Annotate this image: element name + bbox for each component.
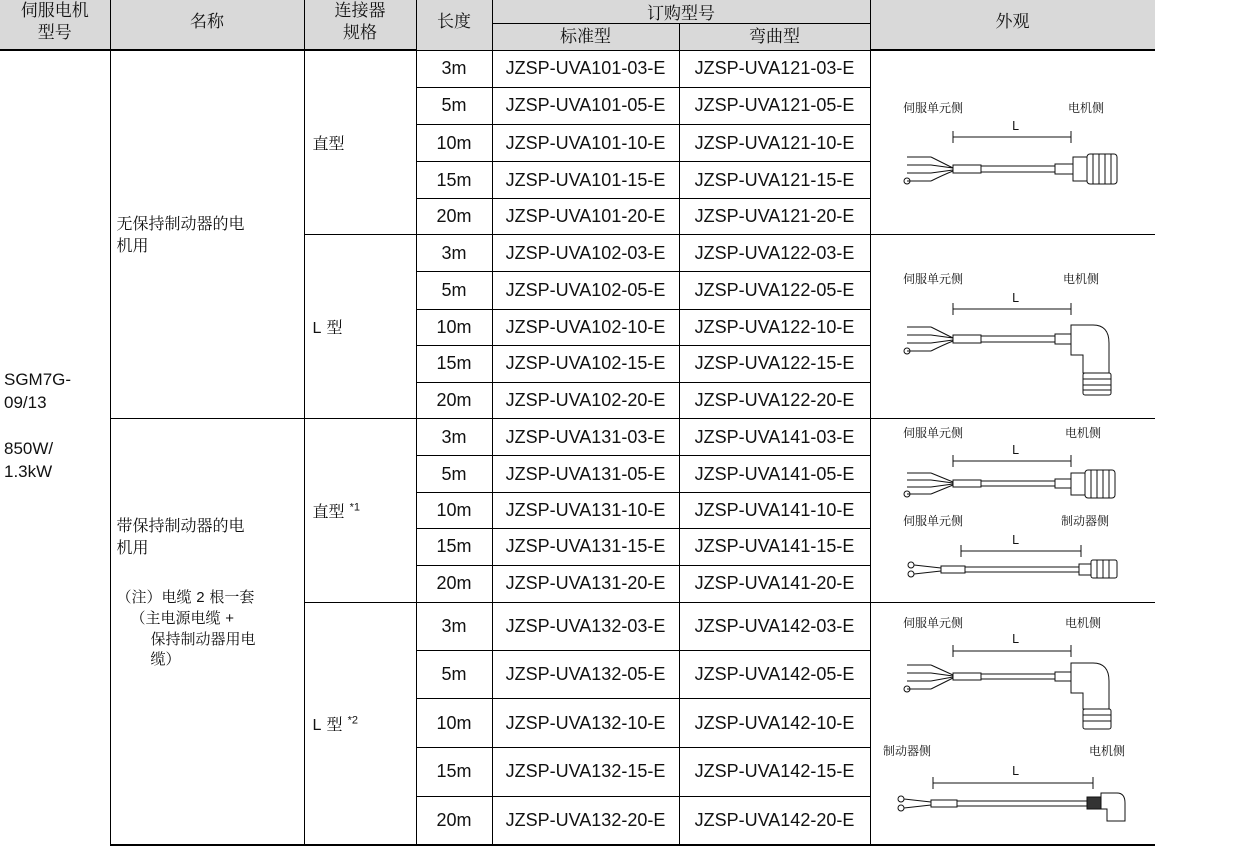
part-number-standard: JZSP-UVA131-03-E <box>492 419 679 456</box>
diagram-label-right-2: 电机侧 <box>1088 744 1125 758</box>
diagram-label-left: 伺服单元侧 <box>902 101 963 115</box>
length-cell: 3m <box>416 50 492 87</box>
motor-power: 850W/ 1.3kW <box>4 439 54 481</box>
length-cell: 20m <box>416 565 492 602</box>
part-number-bend: JZSP-UVA141-20-E <box>679 565 870 602</box>
part-number-standard: JZSP-UVA101-15-E <box>492 162 679 198</box>
length-cell: 10m <box>416 699 492 748</box>
part-number-standard: JZSP-UVA132-05-E <box>492 650 679 699</box>
connector-type: 直型 <box>304 50 416 235</box>
group-name: 带保持制动器的电 机用 <box>116 516 245 557</box>
diagram-label-left: 伺服单元侧 <box>902 426 963 440</box>
diagram-label-right: 电机侧 <box>1062 272 1099 286</box>
l-type-brake-cable-diagram <box>871 603 1155 839</box>
part-number-bend: JZSP-UVA142-15-E <box>679 748 870 797</box>
part-number-standard: JZSP-UVA102-15-E <box>492 346 679 382</box>
appearance-l-type <box>870 235 1155 419</box>
part-number-bend: JZSP-UVA121-05-E <box>679 87 870 124</box>
diagram-label-right: 电机侧 <box>1064 426 1101 440</box>
diagram-dim-label: L <box>1011 632 1019 646</box>
part-number-bend: JZSP-UVA142-20-E <box>679 796 870 845</box>
header-name: 名称 <box>110 0 304 50</box>
straight-cable-diagram <box>871 51 1155 229</box>
part-number-standard: JZSP-UVA102-05-E <box>492 272 679 309</box>
part-number-standard: JZSP-UVA102-20-E <box>492 382 679 418</box>
length-cell: 10m <box>416 125 492 162</box>
part-number-bend: JZSP-UVA142-05-E <box>679 650 870 699</box>
header-order-no: 订购型号 <box>492 0 870 23</box>
length-cell: 5m <box>416 87 492 124</box>
connector-type: L 型 $^{*2}$ <box>304 603 416 846</box>
part-number-standard: JZSP-UVA132-03-E <box>492 603 679 651</box>
length-cell: 10m <box>416 493 492 529</box>
appearance-straight <box>870 50 1155 235</box>
length-cell: 5m <box>416 456 492 493</box>
group-name-no-brake: 无保持制动器的电 机用 <box>110 50 304 419</box>
part-number-standard: JZSP-UVA101-05-E <box>492 87 679 124</box>
straight-brake-cable-diagram <box>871 419 1155 597</box>
length-cell: 10m <box>416 309 492 345</box>
diagram-dim-label: L <box>1011 119 1019 133</box>
diagram-dim-label: L <box>1011 291 1019 305</box>
motor-model-cell <box>0 50 110 845</box>
part-number-bend: JZSP-UVA122-05-E <box>679 272 870 309</box>
part-number-bend: JZSP-UVA142-03-E <box>679 603 870 651</box>
header-motor-model: 伺服电机 型号 <box>0 0 110 50</box>
group-name-with-brake <box>110 419 304 846</box>
appearance-l-type-brake <box>870 603 1155 846</box>
header-connector: 连接器 规格 <box>304 0 416 50</box>
diagram-label-right: 电机侧 <box>1064 616 1101 630</box>
part-number-bend: JZSP-UVA121-10-E <box>679 125 870 162</box>
group-note: （注）电缆 2 根一套 （主电源电缆 + 保持制动器用电 缆） <box>116 588 256 668</box>
length-cell: 3m <box>416 235 492 272</box>
part-number-standard: JZSP-UVA101-10-E <box>492 125 679 162</box>
length-cell: 5m <box>416 272 492 309</box>
part-number-bend: JZSP-UVA122-03-E <box>679 235 870 272</box>
header-appearance: 外观 <box>870 0 1155 50</box>
part-number-standard: JZSP-UVA131-15-E <box>492 528 679 565</box>
connector-type: 直型 $^{*1}$ <box>304 419 416 603</box>
diagram-dim-label-2: L <box>1011 764 1019 778</box>
part-number-bend: JZSP-UVA141-10-E <box>679 493 870 529</box>
diagram-label-left: 伺服单元侧 <box>902 272 963 286</box>
part-number-standard: JZSP-UVA102-03-E <box>492 235 679 272</box>
diagram-label-left-2: 伺服单元侧 <box>902 514 963 528</box>
part-number-standard: JZSP-UVA102-10-E <box>492 309 679 345</box>
header-bend: 弯曲型 <box>679 23 870 50</box>
part-number-bend: JZSP-UVA121-03-E <box>679 50 870 87</box>
part-number-bend: JZSP-UVA122-15-E <box>679 346 870 382</box>
part-number-standard: JZSP-UVA131-10-E <box>492 493 679 529</box>
part-number-standard: JZSP-UVA101-20-E <box>492 198 679 234</box>
diagram-label-right: 电机侧 <box>1067 101 1104 115</box>
part-number-bend: JZSP-UVA122-10-E <box>679 309 870 345</box>
part-number-bend: JZSP-UVA141-05-E <box>679 456 870 493</box>
motor-model: SGM7G- 09/13 <box>4 370 72 412</box>
length-cell: 20m <box>416 382 492 418</box>
part-number-standard: JZSP-UVA101-03-E <box>492 50 679 87</box>
footnote-mark: *2 <box>347 714 359 727</box>
part-number-bend: JZSP-UVA141-03-E <box>679 419 870 456</box>
diagram-label-left: 伺服单元侧 <box>902 616 963 630</box>
length-cell: 15m <box>416 528 492 565</box>
length-cell: 5m <box>416 650 492 699</box>
part-number-standard: JZSP-UVA132-20-E <box>492 796 679 845</box>
diagram-label-left-2: 制动器侧 <box>882 744 931 758</box>
appearance-straight-brake <box>870 419 1155 603</box>
part-number-bend: JZSP-UVA142-10-E <box>679 699 870 748</box>
part-number-bend: JZSP-UVA141-15-E <box>679 528 870 565</box>
diagram-dim-label-2: L <box>1011 533 1019 547</box>
l-type-cable-diagram <box>871 235 1155 413</box>
part-number-standard: JZSP-UVA131-05-E <box>492 456 679 493</box>
length-cell: 20m <box>416 198 492 234</box>
footnote-mark: *1 <box>349 501 361 514</box>
length-cell: 15m <box>416 748 492 797</box>
part-number-standard: JZSP-UVA132-15-E <box>492 748 679 797</box>
connector-type: L 型 <box>304 235 416 419</box>
length-cell: 3m <box>416 419 492 456</box>
diagram-label-right-2: 制动器侧 <box>1060 514 1109 528</box>
part-number-standard: JZSP-UVA132-10-E <box>492 699 679 748</box>
part-number-bend: JZSP-UVA122-20-E <box>679 382 870 418</box>
length-cell: 20m <box>416 796 492 845</box>
part-number-bend: JZSP-UVA121-15-E <box>679 162 870 198</box>
header-standard: 标准型 <box>492 23 679 50</box>
length-cell: 3m <box>416 603 492 651</box>
diagram-dim-label: L <box>1011 443 1019 457</box>
part-number-bend: JZSP-UVA121-20-E <box>679 198 870 234</box>
length-cell: 15m <box>416 162 492 198</box>
part-number-standard: JZSP-UVA131-20-E <box>492 565 679 602</box>
header-length: 长度 <box>416 0 492 50</box>
length-cell: 15m <box>416 346 492 382</box>
